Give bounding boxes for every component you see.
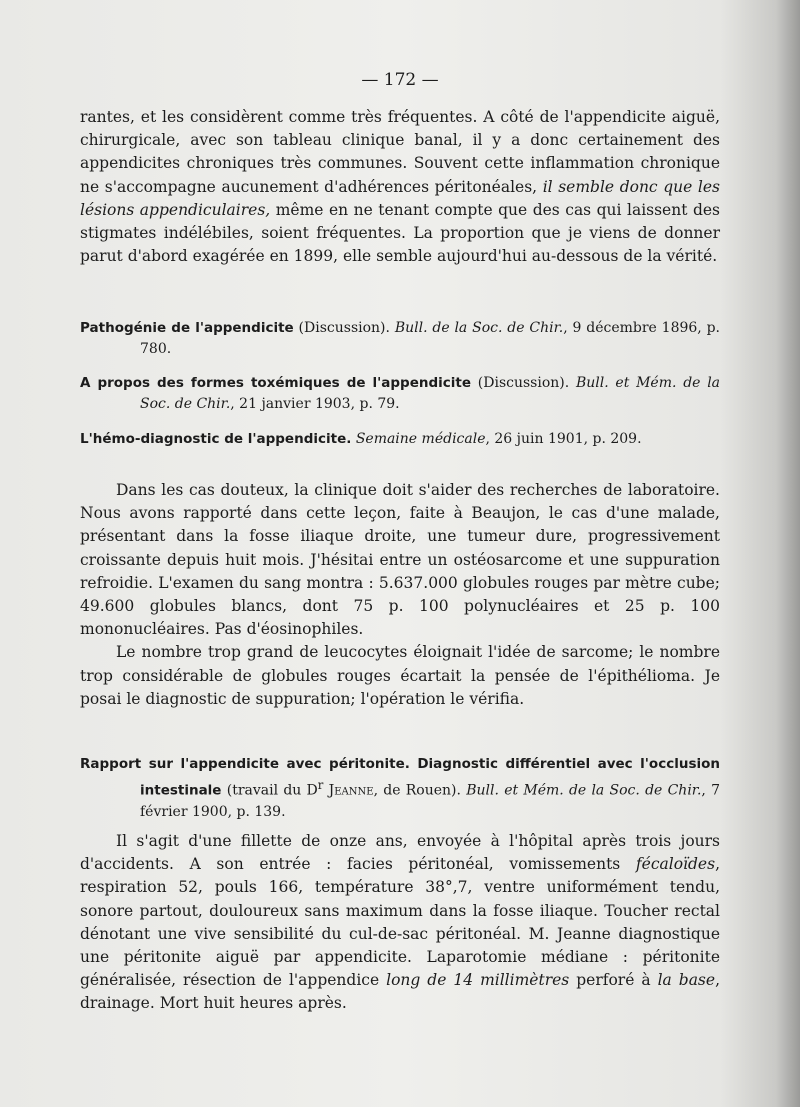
ref4-sup: r <box>317 778 324 792</box>
ref1-title: Pathogénie de l'appendicite <box>80 320 294 336</box>
ref3-journal: Semaine médicale <box>355 431 486 447</box>
ref2-rest: , 21 janvier 1903, p. 79. <box>230 396 400 412</box>
para1-italic: il semble donc que les lésions appendiculaires, <box>80 177 720 219</box>
ref3-rest: , 26 juin 1901, p. 209. <box>485 431 642 447</box>
ref4-plain2: , de Rouen). <box>373 782 461 799</box>
para1-text: rantes, et les considèrent comme très fréquentes. A côté de l'appendicite aiguë, chirurgicale, avec son tableau clinique banal, il y a donc certainement des appendicites chroniques très communes. Souvent cette inflammation chronique ne s'accompagne aucunement d'adhérences péritonéales, <box>80 108 720 196</box>
paragraph-cas-douteux <box>80 479 720 711</box>
ref1-journal: Bull. de la Soc. de Chir. <box>394 320 564 336</box>
ref4-title: Rapport sur l'appendicite avec péritonite. Diagnostic différentiel avec l'occlusion intestinale <box>80 756 720 799</box>
reference-pathogenie <box>80 318 720 360</box>
ref4-rest: , 7 février 1900, p. 139. <box>140 782 721 820</box>
reference-hemo-diagnostic <box>80 429 720 450</box>
para1-end: même en ne tenant compte que des cas qui laissent des stigmates indélébiles, soient fréquentes. La proportion que je viens de donner parut d'abord exagérée en 1899, elle semble aujourd'hui au-dessous de la vérité. <box>80 200 720 266</box>
ref2-journal: Bull. et Mém. de la Soc. de Chir. <box>140 375 721 412</box>
reference-formes-toxemiques <box>80 373 720 415</box>
ref1-rest: , 9 décembre 1896, p. 780. <box>140 320 720 357</box>
para4-italic2: long de 14 millimètres <box>386 971 570 990</box>
para4-italic3: la base <box>657 971 716 990</box>
reference-rapport-peritonite <box>80 754 720 823</box>
para3-text: Le nombre trop grand de leucocytes éloignait l'idée de sarcome; le nombre trop considérable de globules rouges écartait la pensée de l'épithélioma. Je posai le diagnostic de suppuration; l'opération le vérifia. <box>80 643 720 708</box>
ref3-title: L'hémo-diagnostic de l'appendicite. <box>80 431 352 447</box>
para4-text: Il s'agit d'une fillette de onze ans, envoyée à l'hôpital après trois jours d'accidents. A son entrée : facies péritonéal, vomissements <box>80 832 720 874</box>
para4-end: , drainage. Mort huit heures après. <box>80 971 720 1013</box>
para4-mid2: perforé à <box>576 971 651 990</box>
ref4-journal: Bull. et Mém. de la Soc. de Chir. <box>466 782 702 799</box>
ref4-author: Jeanne <box>328 782 374 799</box>
para4-italic: fécaloïdes <box>635 855 716 874</box>
ref2-title: A propos des formes toxémiques de l'appendicite <box>80 375 472 391</box>
page-number: — 172 — <box>361 70 439 90</box>
ref4-plain1: (travail du D <box>226 782 318 799</box>
para4-mid: , respiration 52, pouls 166, température 38°,7, ventre uniformément tendu, sonore partout, douloureux sans maximum dans la fosse iliaque. Toucher rectal dénotant une vive sensibilité du cul-de-sac péritonéal. M. Jeanne diagnostique une péritonite aiguë par appendicite. Laparotomie médiane : péritonite généralisée, résection de l'appendice <box>80 855 720 990</box>
paragraph-continuation <box>80 106 720 268</box>
ref1-plain: (Discussion). <box>298 320 390 336</box>
paragraph-fillette <box>80 830 720 1016</box>
para2-text: Dans les cas douteux, la clinique doit s'aider des recherches de laboratoire. Nous avons rapporté dans cette leçon, faite à Beaujon, le cas d'une malade, présentant dans la fosse iliaque droite, une tumeur dure, progressivement croissante depuis huit mois. J'hésitai entre un ostéosarcome et une suppuration refroidie. L'examen du sang montra : 5.637.000 globules rouges par mètre cube; 49.600 globules blancs, dont 75 p. 100 polynucléaires et 25 p. 100 mononucléaires. Pas d'éosinophiles. <box>80 481 720 639</box>
ref2-plain: (Discussion). <box>477 375 570 391</box>
